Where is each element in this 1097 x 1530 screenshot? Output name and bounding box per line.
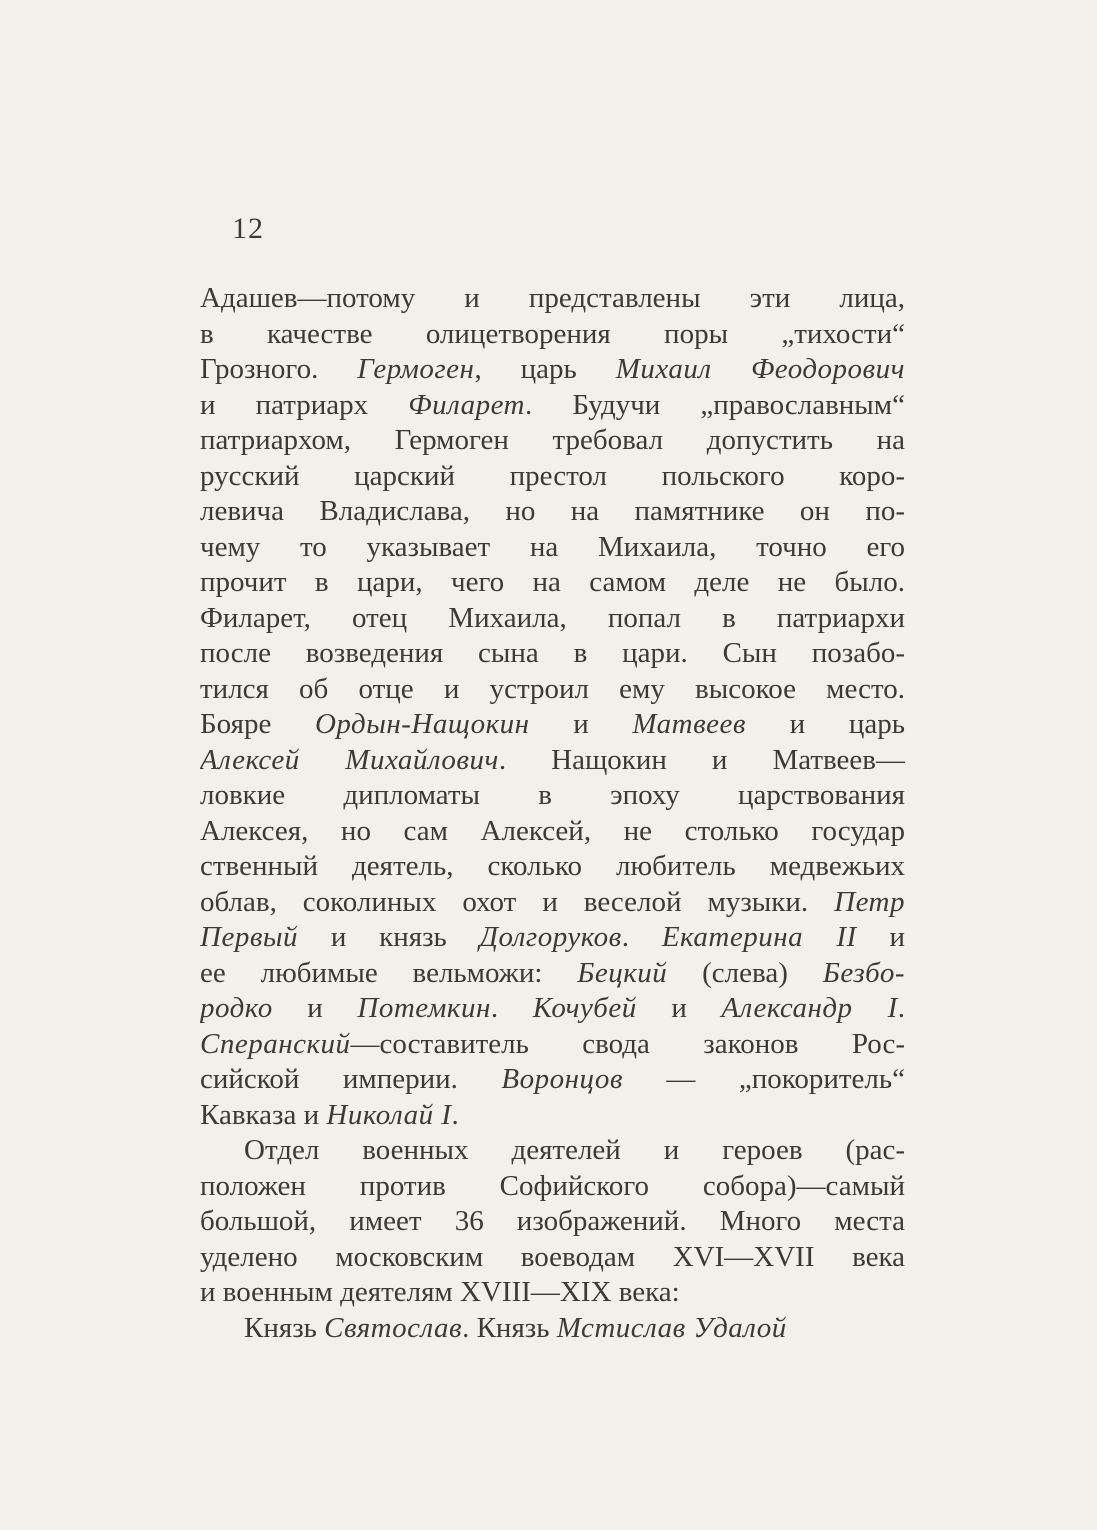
text-line — [200, 459, 905, 495]
text-line — [200, 1133, 905, 1169]
text-run: . — [897, 992, 905, 1024]
text-run: и царь — [746, 708, 905, 740]
italic-name: Воронцов — [501, 1063, 623, 1095]
text-run: — „покоритель“ — [622, 1063, 905, 1095]
italic-name: Матвеев — [632, 708, 747, 740]
text-run: тился об отце и устроил ему высокое место. — [200, 672, 905, 705]
italic-name: Святослав — [324, 1311, 463, 1344]
text-line — [200, 1240, 905, 1276]
text-line — [200, 1062, 905, 1098]
page-number: 12 — [232, 212, 264, 245]
italic-name: Гермоген — [357, 353, 475, 385]
text-run: ственный деятель, сколько любитель медвежьих — [200, 850, 905, 882]
text-run: Кавказа и — [200, 1098, 327, 1131]
italic-name: родко — [200, 992, 273, 1024]
text-run: и — [529, 708, 633, 740]
text-run: русский царский престол польского коро- — [200, 459, 905, 492]
italic-name: Безбо- — [822, 956, 905, 989]
italic-name: Бецкий — [577, 956, 668, 989]
text-run: уделено московским воеводам XVI—XVII века — [200, 1240, 905, 1273]
text-run: и — [272, 992, 358, 1024]
body-text — [200, 281, 905, 1346]
text-run: сийской империи. — [200, 1063, 502, 1095]
text-line — [200, 388, 905, 424]
text-run: Адашев—потому и представлены эти лица, — [200, 282, 905, 314]
italic-name: Кочубей — [532, 992, 637, 1024]
text-run: положен против Софийского собора)—самый — [200, 1169, 905, 1202]
text-run: прочит в цари, чего на самом деле не было. — [200, 566, 905, 598]
italic-name: Ордын-Нащокин — [314, 708, 530, 740]
text-run: и патриарх — [200, 388, 409, 421]
text-line — [200, 991, 905, 1027]
text-line — [200, 281, 905, 317]
text-run: . — [490, 992, 533, 1024]
text-run: . Будучи „православным“ — [525, 388, 905, 421]
text-line — [200, 743, 905, 779]
text-line — [200, 672, 905, 708]
text-line — [200, 530, 905, 566]
italic-name: Сперанский — [200, 1027, 351, 1060]
text-run: в качестве олицетворения поры „тихости“ — [200, 317, 905, 350]
text-line — [200, 317, 905, 353]
text-line — [200, 494, 905, 530]
text-run: облав, соколиных охот и веселой музыки. — [200, 885, 835, 918]
italic-name: Екатерина II — [661, 921, 857, 953]
italic-name: Николай I — [326, 1098, 452, 1131]
text-line — [200, 1311, 905, 1347]
text-run: Алексея, но сам Алексей, не столько государ — [200, 814, 905, 847]
italic-name: Первый — [200, 921, 299, 953]
italic-name: Мстислав Удалой — [556, 1311, 787, 1344]
text-line — [200, 423, 905, 459]
italic-name: Алексей Михайлович — [200, 743, 499, 776]
text-run: после возведения сына в цари. Сын позабо- — [200, 637, 905, 669]
text-run: Филарет, отец Михаила, попал в патриархи — [200, 601, 905, 634]
italic-name: Михаил Феодорович — [615, 353, 905, 385]
text-run: и князь — [298, 921, 480, 953]
text-line — [200, 1098, 905, 1134]
text-run: Грозного. — [200, 353, 358, 385]
text-run: . Князь — [462, 1311, 557, 1344]
text-run: большой, имеет 36 изображений. Много места — [200, 1205, 905, 1237]
text-run: , царь — [474, 353, 616, 385]
text-line — [200, 849, 905, 885]
text-run: левича Владислава, но на памятнике он по- — [200, 495, 905, 527]
text-run: ее любимые вельможи: — [200, 956, 578, 989]
text-run: Бояре — [200, 708, 315, 740]
text-line — [200, 601, 905, 637]
italic-name: Долгоруков — [479, 921, 622, 953]
text-run: чему то указывает на Михаила, точно его — [200, 530, 905, 563]
text-run: . — [451, 1098, 459, 1131]
text-run: Отдел военных деятелей и героев (рас- — [244, 1134, 905, 1166]
text-run: и — [856, 921, 905, 953]
text-line — [200, 352, 905, 388]
text-run: и — [636, 992, 722, 1024]
italic-name: Петр — [834, 885, 905, 918]
text-line — [200, 636, 905, 672]
text-run: . — [621, 921, 662, 953]
italic-name: Александр I — [721, 992, 898, 1024]
text-run: Князь — [244, 1311, 325, 1344]
text-line — [200, 814, 905, 850]
text-line — [200, 1027, 905, 1063]
text-line — [200, 956, 905, 992]
text-line — [200, 778, 905, 814]
text-run: (слева) — [667, 956, 823, 989]
text-line — [200, 885, 905, 921]
italic-name: Потемкин — [357, 992, 491, 1024]
text-line — [200, 707, 905, 743]
text-run: —составитель свода законов Рос- — [350, 1027, 905, 1060]
text-line — [200, 1275, 905, 1311]
text-line — [200, 565, 905, 601]
text-line — [200, 1169, 905, 1205]
text-line — [200, 1204, 905, 1240]
text-line — [200, 920, 905, 956]
text-run: ловкие дипломаты в эпоху царствования — [200, 779, 905, 811]
text-run: . Нащокин и Матвеев— — [498, 743, 905, 776]
italic-name: Филарет — [408, 388, 526, 421]
text-run: патриархом, Гермоген требовал допустить на — [200, 424, 905, 456]
text-run: и военным деятелям XVIII—XIX века: — [200, 1276, 680, 1308]
